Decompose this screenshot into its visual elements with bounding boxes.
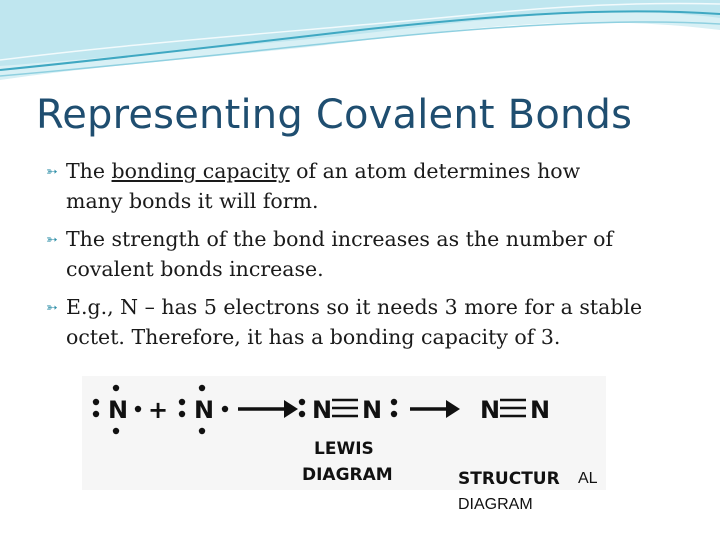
bullet-item: ➳ E.g., N – has 5 electrons so it needs 3 more for a stable octet. Therefore, it has a bonding capacity of 3.: [46, 295, 643, 349]
bullet-arrow-icon: ➳: [46, 300, 58, 316]
lewis-label-line1: LEWIS: [314, 439, 374, 459]
nitrogen-bond-diagram: [82, 376, 606, 490]
struct-atom-n-1: N: [480, 396, 501, 424]
underlined-term: bonding capacity: [111, 159, 290, 183]
atom-n-2: N: [194, 396, 215, 424]
structural-label-line2: DIAGRAM: [458, 496, 533, 513]
struct-atom-n-2: N: [530, 396, 551, 424]
bullet-item: ➳ The bonding capacity of an atom determines how many bonds it will form.: [46, 159, 581, 213]
atom-n-1: N: [108, 396, 129, 424]
lewis-label-line2: DIAGRAM: [302, 465, 393, 485]
slide-title: Representing Covalent Bonds: [36, 92, 633, 138]
header-wave-decoration: [0, 0, 720, 90]
bullet-item: ➳ The strength of the bond increases as the number of covalent bonds increase.: [46, 227, 614, 281]
reaction-arrow-icon: [284, 400, 298, 418]
structural-label-line1: STRUCTUR: [458, 469, 560, 489]
structural-label-suffix: AL: [578, 470, 598, 487]
diagram-drawing: [82, 376, 606, 490]
bullet-list: [46, 156, 706, 360]
bullet-arrow-icon: ➳: [46, 164, 58, 180]
plus-sign: +: [148, 396, 169, 424]
lewis-atom-n-2: N: [362, 396, 383, 424]
bullet-arrow-icon: ➳: [46, 232, 58, 248]
lewis-atom-n-1: N: [312, 396, 333, 424]
